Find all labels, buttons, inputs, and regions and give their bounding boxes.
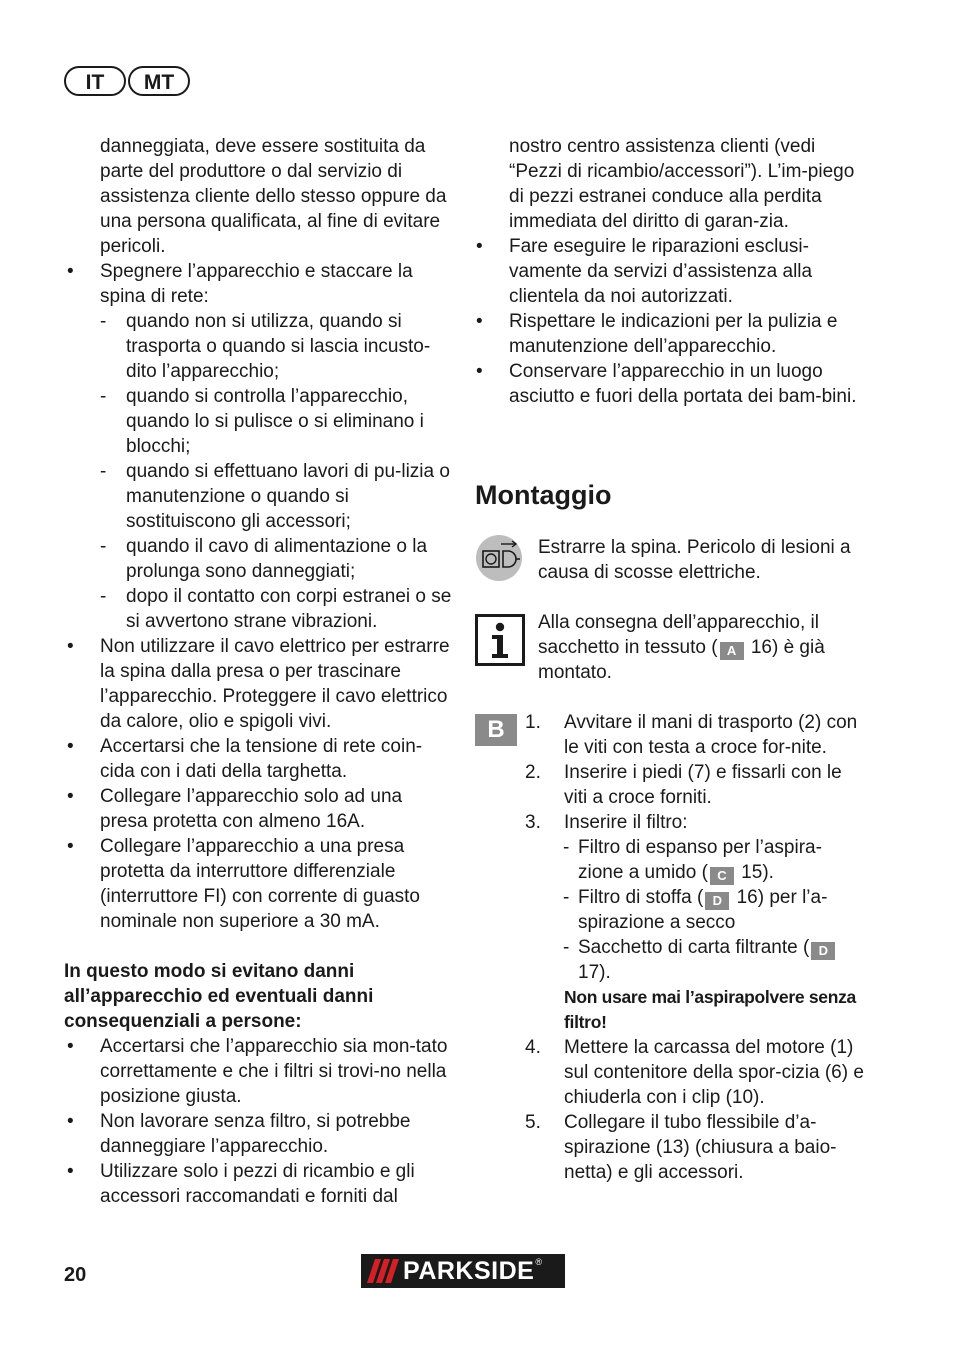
step-number: 2. [525, 762, 541, 783]
page-number: 20 [64, 1264, 87, 1286]
figure-ref-badge: D [811, 942, 835, 960]
figure-ref-badge: A [720, 642, 744, 660]
step-text: Mettere la carcassa del motore (1) sul contenitore della spor-cizia (6) e chiuderla con i clip (10). [564, 1037, 864, 1108]
step-item [475, 760, 865, 810]
filter-text: Filtro di stoffa ( [578, 887, 704, 908]
bullet-item: • Non lavorare senza filtro, si potrebbe danneggiare l’apparecchio. [64, 1109, 454, 1159]
step-number: 5. [525, 1112, 541, 1133]
filter-text: 16) per l’a-spirazione a secco [578, 887, 828, 933]
step-item [475, 710, 865, 760]
filter-item [475, 885, 865, 935]
unplug-note-text: Estrarre la spina. Pericolo di lesioni a causa di scosse elettriche. [538, 537, 851, 583]
brand-name: PARKSIDE [403, 1257, 535, 1285]
bold-heading: In questo modo si evitano danni all’apparecchio ed eventuali danni consequenziali a persone: [64, 961, 374, 1032]
bullet-item: • Utilizzare solo i pezzi di ricambio e gli accessori raccomandati e forniti dal [64, 1159, 454, 1209]
figure-b-badge: B [475, 714, 517, 746]
step-text: Inserire i piedi (7) e fissarli con le viti a croce forniti. [564, 762, 842, 808]
figure-ref-badge: C [710, 867, 734, 885]
dash-item: - quando si effettuano lavori di pu-lizia o manutenzione o quando si sostituiscono gli accessori; [64, 459, 454, 534]
left-column [64, 134, 454, 1209]
steps-list [475, 710, 865, 1185]
info-note [538, 610, 868, 685]
bullet-item: • Accertarsi che l’apparecchio sia mon-tato correttamente e che i filtri si trovi-no nella posizione giusta. [64, 1034, 454, 1109]
dash-item: - quando si controlla l’apparecchio, quando lo si pulisce o si eliminano i blocchi; [64, 384, 454, 459]
info-icon [475, 614, 525, 666]
dash-item: - quando non si utilizza, quando si trasporta o quando si lascia incusto-dito l’apparecchio; [64, 309, 454, 384]
step-item [475, 1110, 865, 1185]
filter-text: Sacchetto di carta filtrante ( [578, 937, 810, 958]
bullet-item: • Fare eseguire le riparazioni esclusi-vamente da servizi d’assistenza alla clientela da noi autorizzati. [473, 234, 863, 309]
lang-badge-mt: MT [128, 66, 190, 96]
step-item [475, 1035, 865, 1110]
filter-text: Filtro di espanso per l’aspira-zione a umido ( [578, 837, 822, 883]
paragraph-continued: danneggiata, deve essere sostituita da parte del produttore o dal servizio di assistenza cliente dello stesso oppure da una persona qualificata, al fine di evitare pericoli. [100, 136, 447, 257]
info-note-text-a: Alla consegna dell’apparecchio, il sacchetto in tessuto ( [538, 612, 819, 658]
step-text: Collegare il tubo flessibile d’a-spirazione (13) (chiusura a baio-netta) e gli accessori. [564, 1112, 837, 1183]
unplug-note [538, 535, 868, 585]
filter-text: 15). [735, 862, 774, 883]
figure-ref-badge: D [705, 892, 729, 910]
step-text: Avvitare il mani di trasporto (2) con le viti con testa a croce for-nite. [564, 712, 858, 758]
logo-stripes-icon [361, 1254, 403, 1288]
warning-text: Non usare mai l’aspirapolvere senza filtro! [564, 987, 856, 1032]
step-number: 4. [525, 1037, 541, 1058]
lang-badge-it: IT [64, 66, 126, 96]
filter-item [475, 935, 865, 985]
step-item [475, 810, 865, 835]
bullet-item: • Accertarsi che la tensione di rete coin-cida con i dati della targhetta. [64, 734, 454, 784]
right-column-top [473, 134, 863, 409]
bullet-item: • Collegare l’apparecchio a una presa protetta da interruttore differenziale (interruttore FI) con corrente di guasto nominale non superiore a 30 mA. [64, 834, 454, 934]
bullet-item: • Rispettare le indicazioni per la pulizia e manutenzione dell’apparecchio. [473, 309, 863, 359]
paragraph-continued: nostro centro assistenza clienti (vedi “Pezzi di ricambio/accessori”). L’im-piego di pezzi estranei conduce alla perdita immediata del diritto di garan-zia. [509, 136, 855, 232]
info-note-text [538, 610, 868, 685]
info-note-text-b: 16) è già montato. [538, 637, 825, 683]
bullet-item: • Spegnere l’apparecchio e staccare la spina di rete: [64, 259, 454, 309]
step-number: 3. [525, 812, 541, 833]
filter-item [475, 835, 865, 885]
bullet-item: • Collegare l’apparecchio solo ad una presa protetta con almeno 16A. [64, 784, 454, 834]
dash-item: - dopo il contatto con corpi estranei o se si avvertono strane vibrazioni. [64, 584, 454, 634]
dash-item: - quando il cavo di alimentazione o la prolunga sono danneggiati; [64, 534, 454, 584]
section-heading-montaggio: Montaggio [475, 480, 612, 510]
bullet-item: • Conservare l’apparecchio in un luogo asciutto e fuori della portata dei bam-bini. [473, 359, 863, 409]
brand-registered-mark: ® [535, 1257, 542, 1267]
step-text: Inserire il filtro: [564, 812, 688, 833]
bullet-item: • Non utilizzare il cavo elettrico per estrarre la spina dalla presa o per trascinare l’apparecchio. Proteggere il cavo elettrico da calore, olio e spigoli vivi. [64, 634, 454, 734]
filter-text: 17). [578, 962, 611, 983]
brand-logo [361, 1254, 565, 1288]
step-number: 1. [525, 712, 541, 733]
unplug-icon [475, 534, 523, 582]
